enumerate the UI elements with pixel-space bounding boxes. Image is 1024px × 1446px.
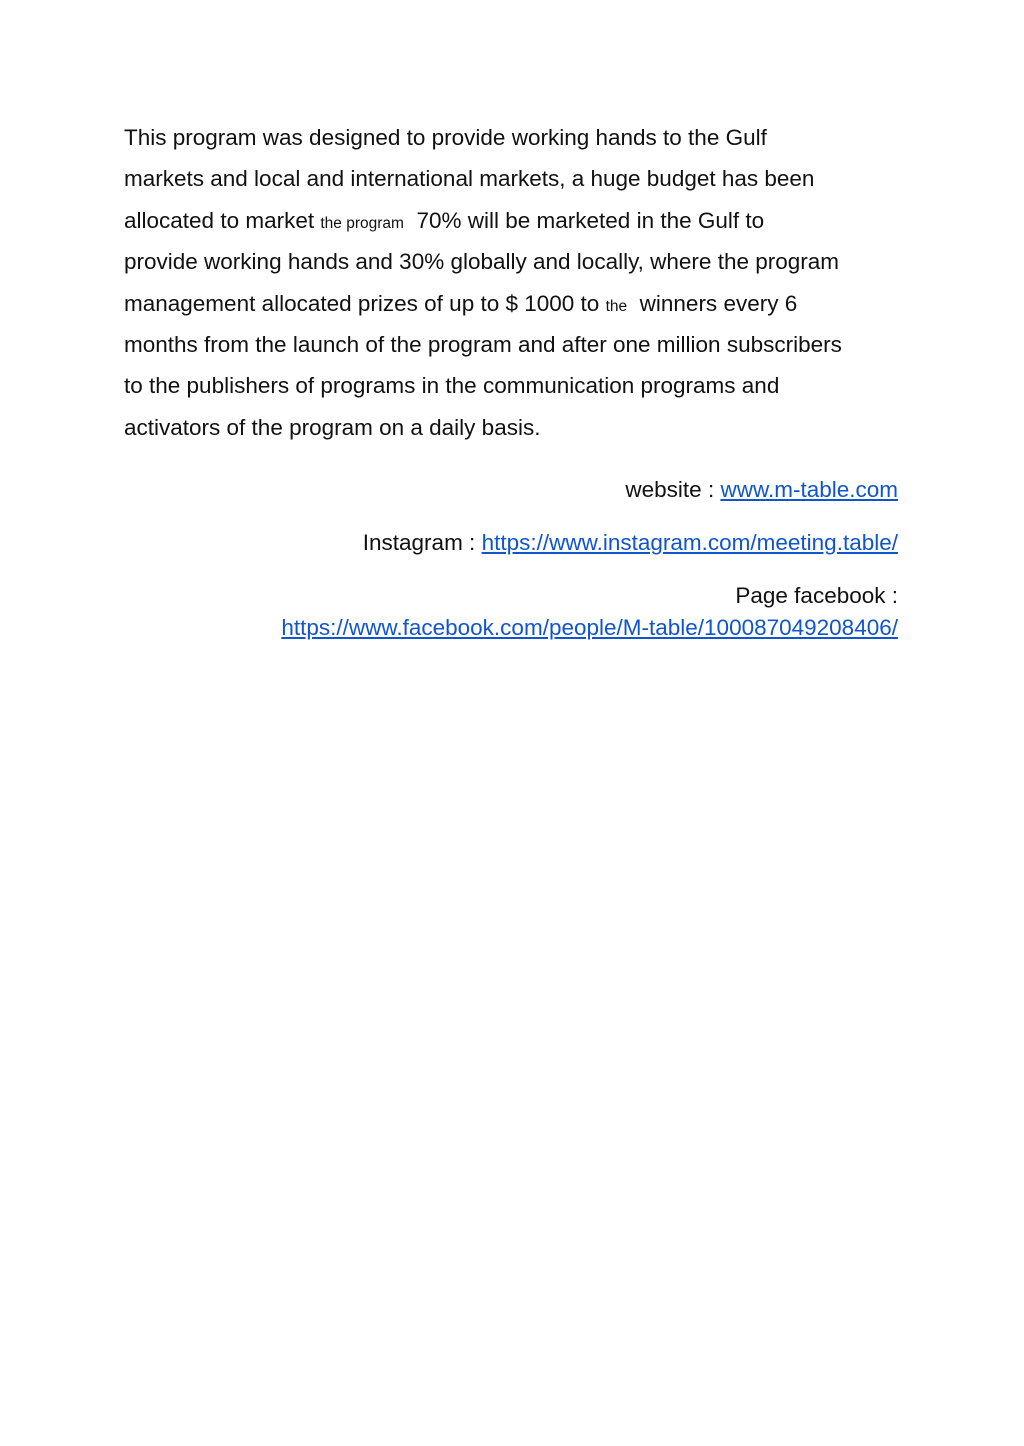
paragraph-text: 70% will be marketed in the Gulf to bbox=[416, 207, 765, 233]
paragraph-line: to the publishers of programs in the communication programs and bbox=[124, 373, 780, 399]
paragraph-line bbox=[124, 283, 904, 324]
paragraph-text: winners every 6 bbox=[639, 290, 798, 316]
body-paragraph bbox=[124, 117, 904, 448]
website-contact bbox=[625, 474, 898, 506]
paragraph-text: allocated to market bbox=[124, 207, 315, 233]
facebook-contact bbox=[281, 580, 898, 644]
paragraph-line: This program was designed to provide working hands to the Gulf bbox=[124, 125, 767, 150]
instagram-contact bbox=[363, 527, 898, 559]
paragraph-line: markets and local and international markets, a huge budget has been bbox=[124, 166, 815, 192]
paragraph-small-text: the bbox=[605, 297, 628, 315]
paragraph-line: months from the launch of the program and after one million subscribers bbox=[124, 331, 842, 357]
paragraph-text: management allocated prizes of up to $ 1000 to bbox=[124, 290, 600, 316]
website-label: website : bbox=[625, 477, 721, 502]
paragraph-small-text: the program bbox=[320, 214, 404, 232]
facebook-link[interactable]: https://www.facebook.com/people/M-table/100087049208406/ bbox=[281, 615, 898, 640]
paragraph-line bbox=[124, 200, 904, 241]
facebook-label: Page facebook : bbox=[735, 583, 898, 608]
instagram-link[interactable]: https://www.instagram.com/meeting.table/ bbox=[481, 530, 898, 555]
paragraph-line: provide working hands and 30% globally and locally, where the program bbox=[124, 249, 840, 275]
website-link[interactable]: www.m-table.com bbox=[720, 477, 898, 502]
instagram-label: Instagram : bbox=[362, 530, 482, 555]
paragraph-line: activators of the program on a daily basis. bbox=[124, 414, 541, 440]
